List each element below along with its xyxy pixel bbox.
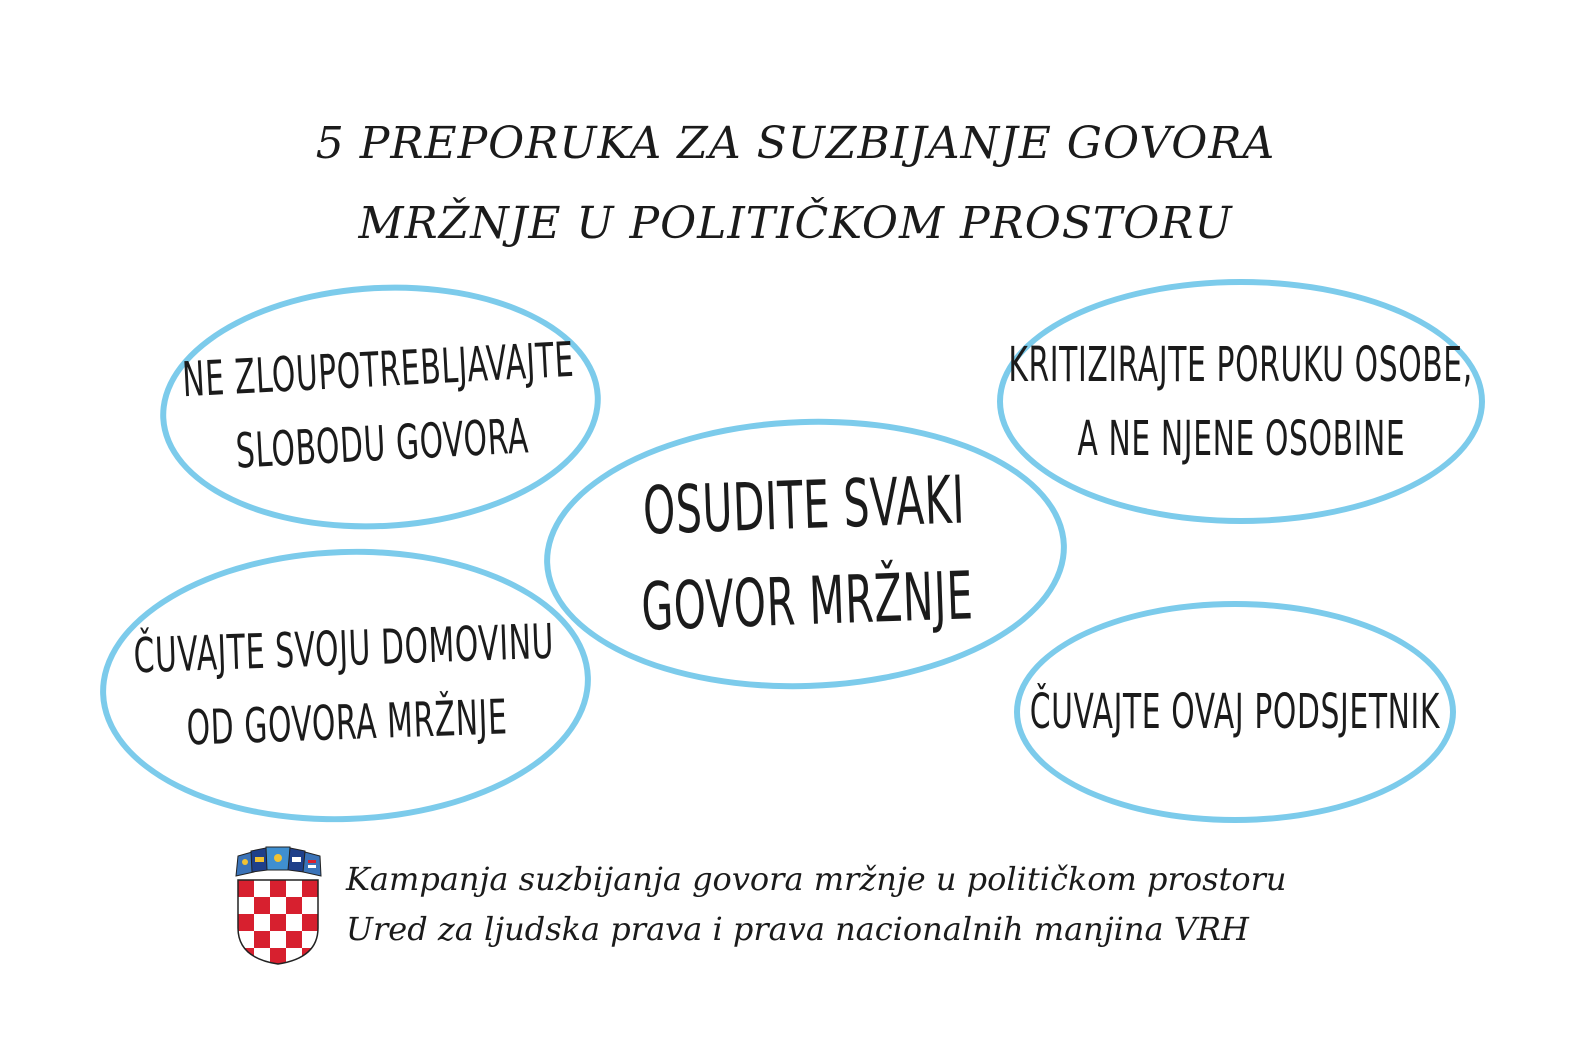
- bubble-text-line: GOVOR MRŽNJE: [639, 557, 975, 646]
- recommendation-bubble-condemn-hate-speech: [539, 410, 1071, 698]
- footer-text: [346, 854, 1287, 954]
- bubble-text-line: KRITIZIRAJTE PORUKU OSOBE,: [1008, 336, 1474, 393]
- recommendation-bubble-keep-reminder: [1014, 601, 1456, 823]
- bubble-text-line: NE ZLOUPOTREBLJAVAJTE: [181, 331, 576, 409]
- recommendation-bubble-free-speech: [154, 274, 607, 541]
- croatian-coat-of-arms-icon: [232, 846, 324, 966]
- bubble-text-line: OD GOVORA MRŽNJE: [185, 688, 509, 757]
- crown-icon: [236, 847, 321, 876]
- title-line-2: MRŽNJE U POLITIČKOM PROSTORU: [358, 198, 1233, 249]
- title-line-1: 5 PREPORUKA ZA SUZBIJANJE GOVORA: [315, 118, 1276, 169]
- bubble-text-line: SLOBODU GOVORA: [234, 408, 531, 480]
- bubble-text-line: OSUDITE SVAKI: [641, 461, 966, 550]
- office-name: Ured za ljudska prava i prava nacionalnih manjina VRH: [346, 910, 1249, 948]
- bubble-text-line: A NE NJENE OSOBINE: [1077, 410, 1405, 467]
- bubble-text-line: ČUVAJTE SVOJU DOMOVINU: [133, 613, 556, 684]
- campaign-name: Kampanja suzbijanja govora mržnje u političkom prostoru: [346, 860, 1287, 898]
- bubble-text-line: ČUVAJTE OVAJ PODSJETNIK: [1029, 684, 1441, 740]
- recommendation-bubble-protect-homeland: [95, 541, 595, 831]
- recommendation-bubble-criticize-message: [997, 279, 1485, 524]
- footer: [232, 842, 1362, 972]
